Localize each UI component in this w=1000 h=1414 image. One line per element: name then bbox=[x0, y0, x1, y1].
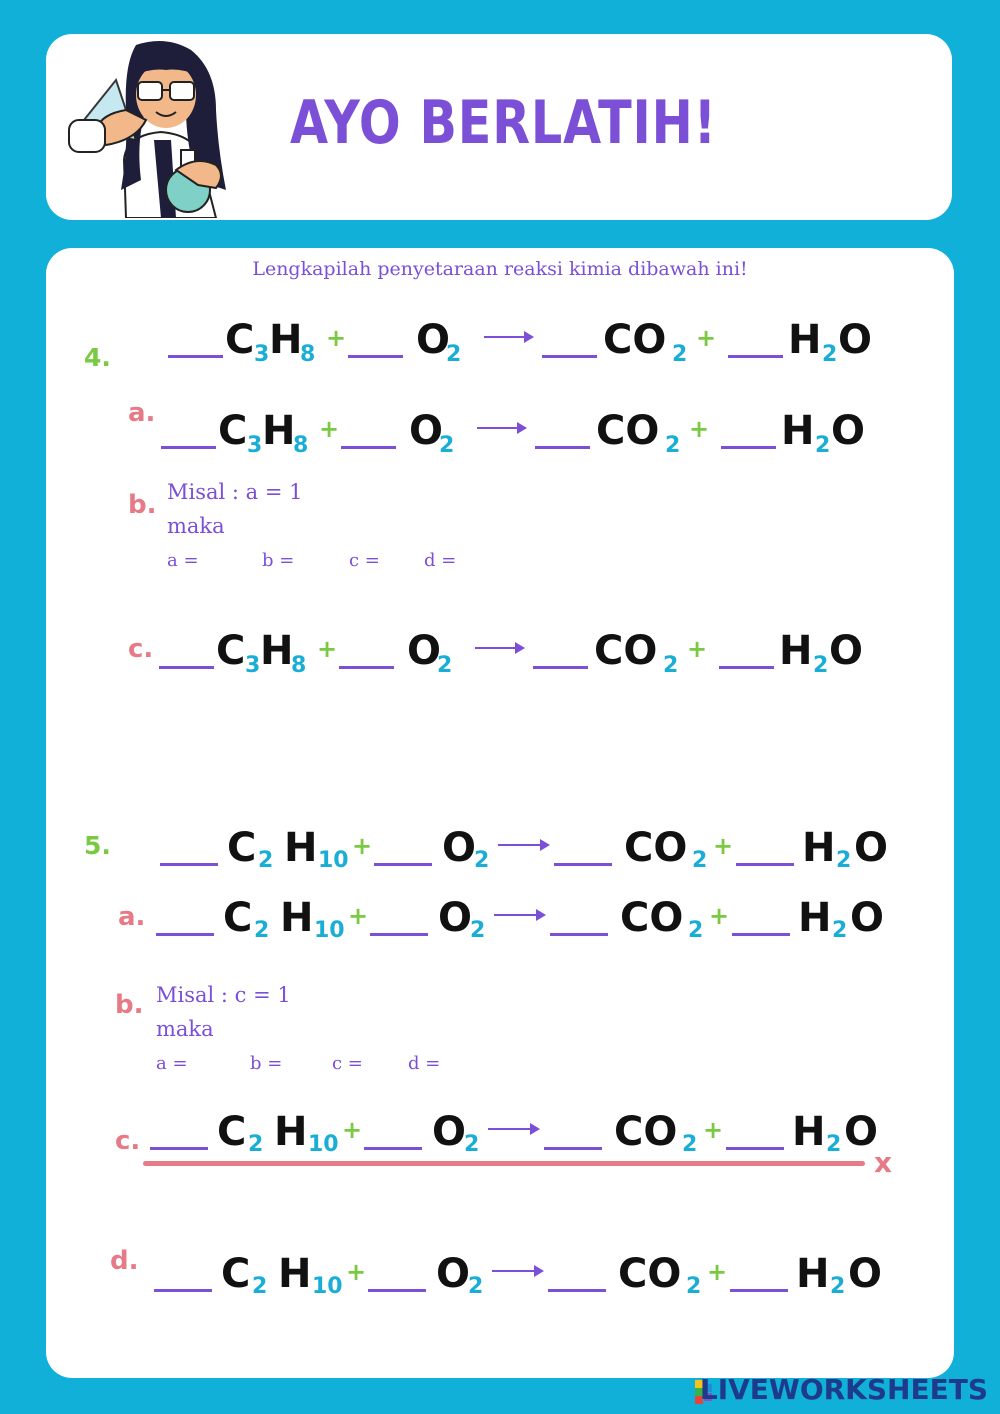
subscript: 2 bbox=[830, 1274, 846, 1299]
element-symbol: O bbox=[848, 1251, 883, 1297]
subscript: 2 bbox=[836, 848, 852, 873]
subscript: 2 bbox=[815, 433, 831, 458]
plus-sign: + bbox=[696, 324, 717, 352]
subscript: 2 bbox=[437, 653, 453, 678]
subscript: 2 bbox=[663, 653, 679, 678]
subscript: 2 bbox=[826, 1132, 842, 1157]
var-d: d = bbox=[408, 1053, 441, 1074]
brand-logo: LIVEWORKSHEETS bbox=[699, 1373, 988, 1406]
coefficient-blank[interactable] bbox=[160, 863, 218, 866]
sub-label-d: d. bbox=[110, 1246, 139, 1276]
subscript: 2 bbox=[439, 433, 455, 458]
assumption-text: Misal : c = 1 bbox=[156, 983, 291, 1007]
element-symbol: O bbox=[438, 895, 473, 941]
subscript: 8 bbox=[291, 653, 307, 678]
element-symbol: CO bbox=[603, 317, 667, 363]
reaction-arrow-icon bbox=[492, 1270, 542, 1272]
var-c: c = bbox=[349, 550, 380, 571]
var-d: d = bbox=[424, 550, 457, 571]
subscript: 10 bbox=[312, 1274, 343, 1299]
coefficient-blank[interactable] bbox=[364, 1147, 422, 1150]
subscript: 2 bbox=[474, 848, 490, 873]
reaction-arrow-icon bbox=[494, 914, 544, 916]
subscript: 10 bbox=[308, 1132, 339, 1157]
subscript: 2 bbox=[813, 653, 829, 678]
element-symbol: H bbox=[280, 895, 314, 941]
element-symbol: CO bbox=[620, 895, 684, 941]
strikethrough-line bbox=[143, 1161, 865, 1166]
element-symbol: O bbox=[844, 1109, 879, 1155]
coefficient-blank[interactable] bbox=[550, 933, 608, 936]
reaction-arrow-icon bbox=[498, 844, 548, 846]
element-symbol: O bbox=[409, 408, 444, 454]
coefficient-blank[interactable] bbox=[168, 355, 223, 358]
plus-sign: + bbox=[348, 902, 369, 930]
sub-label-a: a. bbox=[128, 398, 156, 428]
element-symbol: O bbox=[829, 628, 864, 674]
subscript: 2 bbox=[468, 1274, 484, 1299]
subscript: 2 bbox=[688, 918, 704, 943]
element-symbol: O bbox=[407, 628, 442, 674]
element-symbol: O bbox=[850, 895, 885, 941]
coefficient-blank[interactable] bbox=[730, 1289, 788, 1292]
subscript: 2 bbox=[464, 1132, 480, 1157]
coefficient-blank[interactable] bbox=[736, 863, 794, 866]
coefficient-blank[interactable] bbox=[732, 933, 790, 936]
subscript: 10 bbox=[318, 848, 349, 873]
reaction-arrow-icon bbox=[475, 647, 523, 649]
coefficient-blank[interactable] bbox=[719, 666, 774, 669]
coefficient-blank[interactable] bbox=[368, 1289, 426, 1292]
coefficient-blank[interactable] bbox=[726, 1147, 784, 1150]
coefficient-blank[interactable] bbox=[156, 933, 214, 936]
element-symbol: CO bbox=[594, 628, 658, 674]
coefficient-blank[interactable] bbox=[348, 355, 403, 358]
subscript: 2 bbox=[692, 848, 708, 873]
element-symbol: H bbox=[269, 317, 303, 363]
subscript: 2 bbox=[672, 342, 688, 367]
plus-sign: + bbox=[709, 902, 730, 930]
coefficient-blank[interactable] bbox=[374, 863, 432, 866]
subscript: 2 bbox=[665, 433, 681, 458]
coefficient-blank[interactable] bbox=[154, 1289, 212, 1292]
element-symbol: H bbox=[798, 895, 832, 941]
element-symbol: H bbox=[788, 317, 822, 363]
scientist-illustration-icon bbox=[66, 40, 256, 218]
coefficient-blank[interactable] bbox=[728, 355, 783, 358]
plus-sign: + bbox=[319, 415, 340, 443]
plus-sign: + bbox=[713, 832, 734, 860]
var-a: a = bbox=[167, 550, 199, 571]
coefficient-blank[interactable] bbox=[544, 1147, 602, 1150]
assumption-text: Misal : a = 1 bbox=[167, 480, 303, 504]
element-symbol: H bbox=[262, 408, 296, 454]
coefficient-blank[interactable] bbox=[150, 1147, 208, 1150]
subscript: 3 bbox=[245, 653, 261, 678]
plus-sign: + bbox=[707, 1258, 728, 1286]
subscript: 2 bbox=[686, 1274, 702, 1299]
element-symbol: O bbox=[838, 317, 873, 363]
coefficient-blank[interactable] bbox=[548, 1289, 606, 1292]
plus-sign: + bbox=[342, 1116, 363, 1144]
coefficient-blank[interactable] bbox=[370, 933, 428, 936]
element-symbol: H bbox=[779, 628, 813, 674]
element-symbol: H bbox=[278, 1251, 312, 1297]
element-symbol: H bbox=[792, 1109, 826, 1155]
coefficient-blank[interactable] bbox=[554, 863, 612, 866]
element-symbol: CO bbox=[614, 1109, 678, 1155]
maka-text: maka bbox=[156, 1017, 214, 1041]
coefficient-blank[interactable] bbox=[542, 355, 597, 358]
maka-text: maka bbox=[167, 514, 225, 538]
element-symbol: C bbox=[225, 317, 255, 363]
element-symbol: C bbox=[221, 1251, 251, 1297]
var-b: b = bbox=[250, 1053, 283, 1074]
subscript: 2 bbox=[832, 918, 848, 943]
plus-sign: + bbox=[687, 635, 708, 663]
subscript: 2 bbox=[446, 342, 462, 367]
coefficient-blank[interactable] bbox=[721, 446, 776, 449]
sub-label-b: b. bbox=[128, 490, 157, 520]
element-symbol: CO bbox=[618, 1251, 682, 1297]
subscript: 2 bbox=[682, 1132, 698, 1157]
plus-sign: + bbox=[352, 832, 373, 860]
plus-sign: + bbox=[317, 635, 338, 663]
element-symbol: CO bbox=[596, 408, 660, 454]
coefficient-blank[interactable] bbox=[159, 666, 214, 669]
element-symbol: O bbox=[432, 1109, 467, 1155]
reaction-arrow-icon bbox=[488, 1128, 538, 1130]
worksheet-card bbox=[46, 248, 954, 1378]
subscript: 8 bbox=[300, 342, 316, 367]
element-symbol: C bbox=[217, 1109, 247, 1155]
subscript: 10 bbox=[314, 918, 345, 943]
sub-label-b: b. bbox=[115, 990, 144, 1020]
element-symbol: O bbox=[442, 825, 477, 871]
reaction-arrow-icon bbox=[484, 336, 532, 338]
subscript: 3 bbox=[254, 342, 270, 367]
element-symbol: O bbox=[831, 408, 866, 454]
subscript: 2 bbox=[470, 918, 486, 943]
subscript: 2 bbox=[254, 918, 270, 943]
reaction-arrow-icon bbox=[477, 427, 525, 429]
element-symbol: C bbox=[218, 408, 248, 454]
element-symbol: H bbox=[796, 1251, 830, 1297]
coefficient-blank[interactable] bbox=[533, 666, 588, 669]
plus-sign: + bbox=[703, 1116, 724, 1144]
element-symbol: H bbox=[260, 628, 294, 674]
element-symbol: H bbox=[781, 408, 815, 454]
subscript: 2 bbox=[258, 848, 274, 873]
subscript: 8 bbox=[293, 433, 309, 458]
var-a: a = bbox=[156, 1053, 188, 1074]
subscript: 2 bbox=[248, 1132, 264, 1157]
plus-sign: + bbox=[346, 1258, 367, 1286]
var-c: c = bbox=[332, 1053, 363, 1074]
element-symbol: C bbox=[216, 628, 246, 674]
sub-label-a: a. bbox=[118, 902, 146, 932]
plus-sign: + bbox=[326, 324, 347, 352]
sub-label-c: c. bbox=[128, 634, 154, 664]
coefficient-blank[interactable] bbox=[339, 666, 394, 669]
subscript: 2 bbox=[822, 342, 838, 367]
var-b: b = bbox=[262, 550, 295, 571]
coefficient-blank[interactable] bbox=[161, 446, 216, 449]
question-number: 4. bbox=[84, 343, 111, 372]
element-symbol: O bbox=[436, 1251, 471, 1297]
coefficient-blank[interactable] bbox=[535, 446, 590, 449]
element-symbol: H bbox=[284, 825, 318, 871]
element-symbol: H bbox=[802, 825, 836, 871]
subscript: 3 bbox=[247, 433, 263, 458]
element-symbol: C bbox=[227, 825, 257, 871]
element-symbol: CO bbox=[624, 825, 688, 871]
wrong-mark: x bbox=[874, 1146, 893, 1179]
element-symbol: O bbox=[416, 317, 451, 363]
sub-label-c: c. bbox=[115, 1126, 141, 1156]
instruction-text: Lengkapilah penyetaraan reaksi kimia dibawah ini! bbox=[252, 258, 748, 280]
element-symbol: C bbox=[223, 895, 253, 941]
element-symbol: H bbox=[274, 1109, 308, 1155]
question-number: 5. bbox=[84, 831, 111, 860]
page-title: AYO BERLATIH! bbox=[290, 88, 717, 158]
coefficient-blank[interactable] bbox=[341, 446, 396, 449]
subscript: 2 bbox=[252, 1274, 268, 1299]
element-symbol: O bbox=[854, 825, 889, 871]
plus-sign: + bbox=[689, 415, 710, 443]
